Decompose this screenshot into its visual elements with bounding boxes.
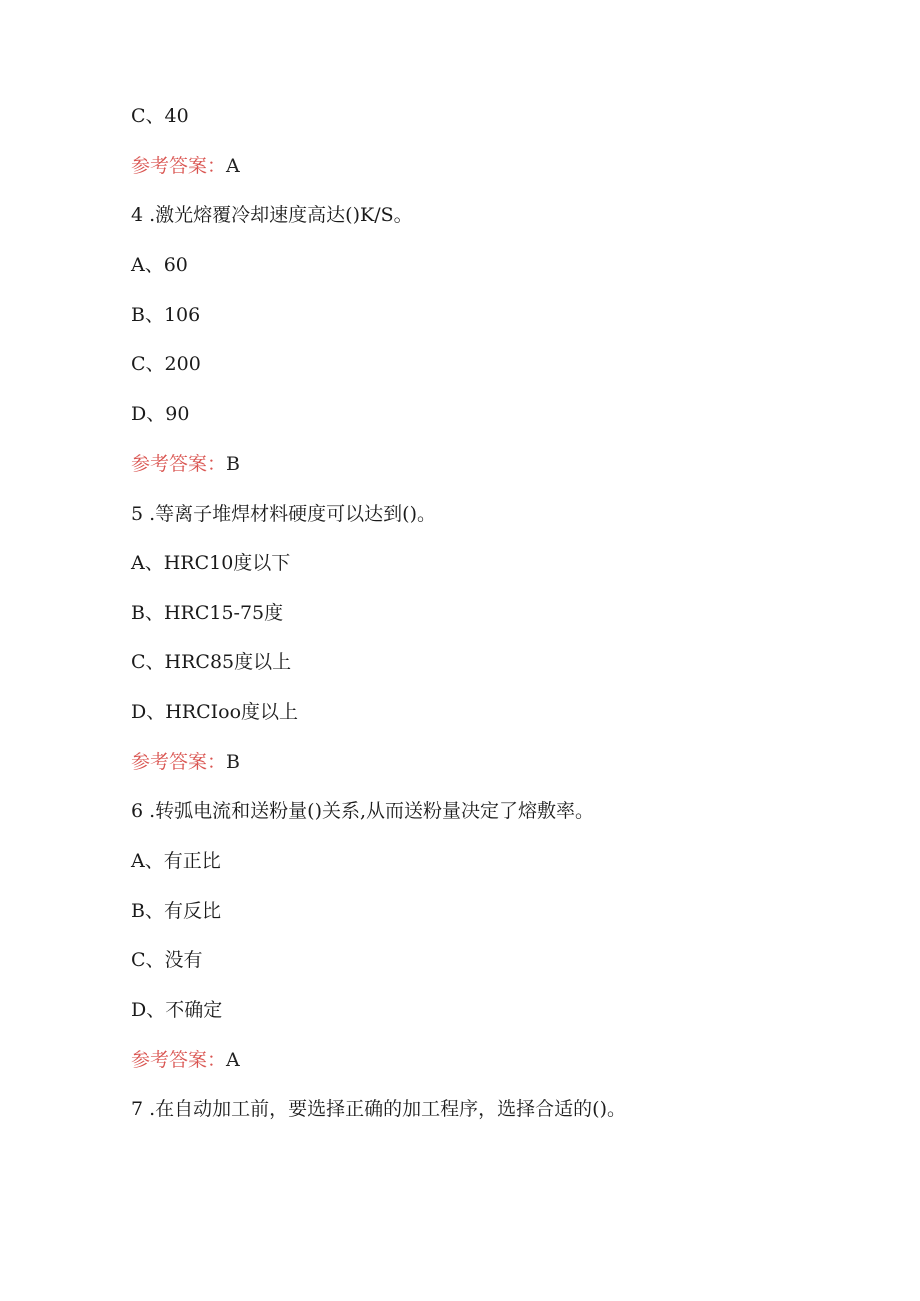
option-c-q5: C、HRC85度以上	[131, 651, 292, 673]
answer-value: B	[226, 751, 240, 773]
question-4: 4 .激光熔覆冷却速度高达()K/S。	[131, 204, 413, 226]
answer-label: 参考答案：	[131, 155, 227, 177]
option-b-q4: B、106	[131, 304, 201, 326]
answer-label: 参考答案：	[131, 453, 227, 475]
answer-value: A	[226, 1049, 240, 1071]
option-a-q6: A、有正比	[131, 850, 221, 872]
option-c-q4: C、200	[131, 353, 201, 375]
answer-q3	[131, 154, 240, 178]
answer-q5	[131, 750, 240, 774]
option-c-q6: C、没有	[131, 949, 203, 971]
question-7: 7 .在自动加工前，要选择正确的加工程序，选择合适的()。	[131, 1098, 626, 1120]
answer-label: 参考答案：	[131, 751, 227, 773]
option-b-q5: B、HRC15-75度	[131, 602, 284, 624]
option-b-q6: B、有反比	[131, 900, 221, 922]
option-c-q3: C、40	[131, 105, 189, 127]
answer-value: A	[226, 155, 240, 177]
answer-q4	[131, 452, 240, 476]
option-a-q4: A、60	[131, 254, 188, 276]
question-6: 6 .转弧电流和送粉量()关系,从而送粉量决定了熔敷率。	[131, 800, 595, 822]
option-d-q4: D、90	[131, 403, 190, 425]
answer-value: B	[226, 453, 240, 475]
option-a-q5: A、HRC10度以下	[131, 552, 291, 574]
option-d-q5: D、HRCIoo度以上	[131, 701, 299, 723]
answer-q6	[131, 1048, 240, 1072]
answer-label: 参考答案：	[131, 1049, 227, 1071]
question-5: 5 .等离子堆焊材料硬度可以达到()。	[131, 503, 436, 525]
option-d-q6: D、不确定	[131, 999, 223, 1021]
